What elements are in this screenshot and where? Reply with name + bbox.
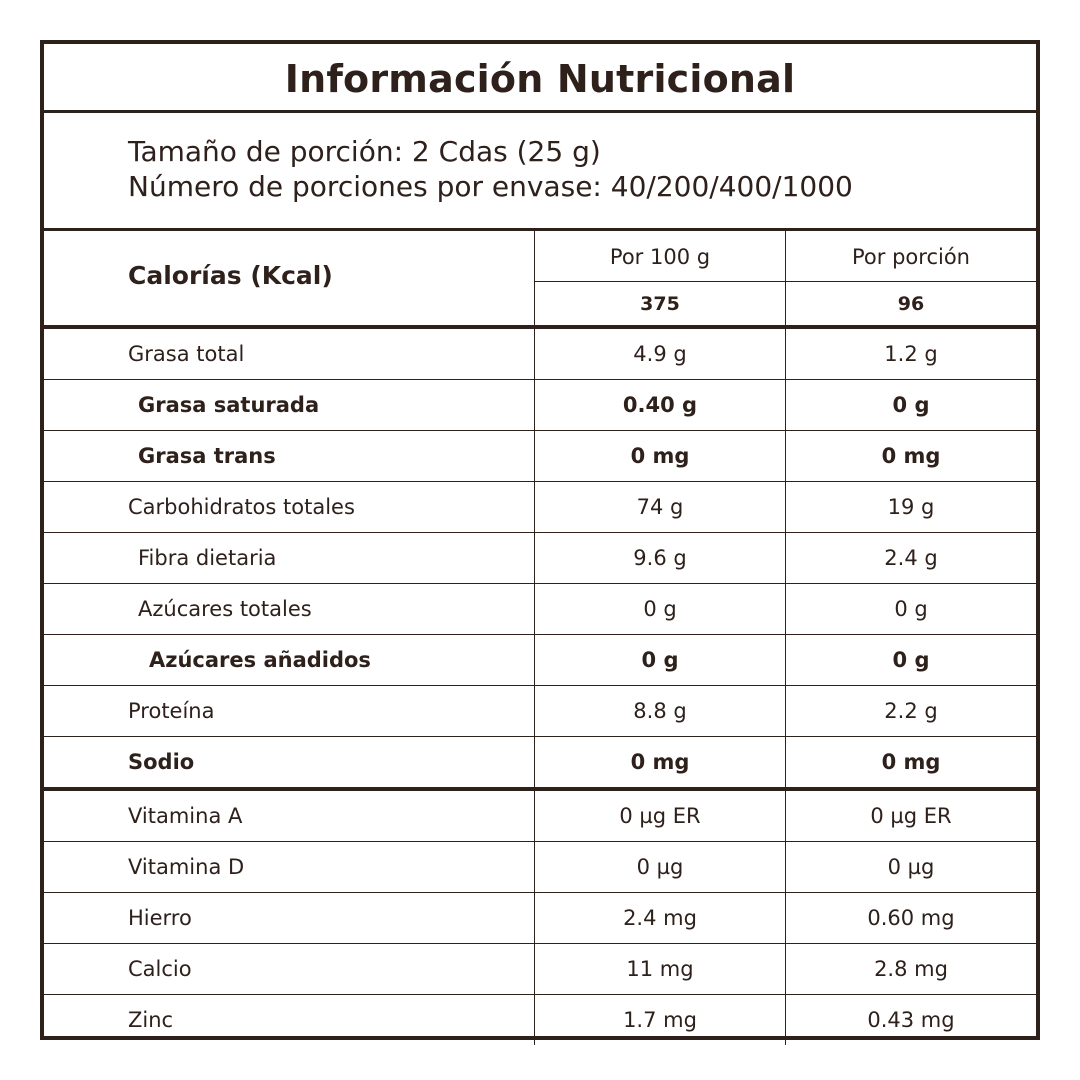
table-row [44, 893, 1036, 944]
servings-per-container: Número de porciones por envase: 40/200/400/1000 [128, 170, 853, 203]
nutrient-per-serving: 0 g [892, 648, 930, 672]
nutrient-per-serving: 0 g [892, 393, 930, 417]
calories-label: Calorías (Kcal) [128, 261, 333, 290]
panel-title: Información Nutricional [44, 44, 1036, 113]
nutrient-per-serving: 1.2 g [884, 342, 938, 366]
calories-per-serving: 96 [897, 293, 925, 315]
micronutrient-name: Vitamina A [128, 804, 243, 828]
nutrient-per-serving: 0 mg [881, 444, 941, 468]
nutrient-name: Carbohidratos totales [128, 495, 355, 519]
nutrient-per-serving: 0 g [894, 597, 928, 621]
micronutrient-name: Calcio [128, 957, 192, 981]
nutrient-name: Fibra dietaria [138, 546, 277, 570]
nutrient-per-100g: 0 mg [630, 750, 690, 774]
nutrient-name: Grasa total [128, 342, 245, 366]
micronutrient-per-serving: 0.43 mg [867, 1008, 955, 1032]
nutrient-name: Azúcares añadidos [149, 648, 371, 672]
nutrient-name: Azúcares totales [138, 597, 312, 621]
nutrient-name: Sodio [128, 750, 195, 774]
micronutrient-per-100g: 0 µg [636, 855, 684, 879]
serving-size: Tamaño de porción: 2 Cdas (25 g) [128, 135, 601, 168]
nutrient-name: Grasa trans [138, 444, 276, 468]
table-row [44, 482, 1036, 533]
nutrient-per-100g: 9.6 g [633, 546, 687, 570]
table-row [44, 380, 1036, 431]
table-row [44, 995, 1036, 1045]
micronutrient-per-serving: 0 µg ER [870, 804, 952, 828]
table-row [44, 329, 1036, 380]
micronutrient-name: Hierro [128, 906, 192, 930]
nutrient-name: Grasa saturada [138, 393, 320, 417]
table-row [44, 842, 1036, 893]
calories-per-100g: 375 [640, 293, 680, 315]
nutrient-per-100g: 74 g [636, 495, 684, 519]
table-row [44, 431, 1036, 482]
table-row [44, 791, 1036, 842]
nutrient-per-serving: 19 g [887, 495, 935, 519]
table-row [44, 584, 1036, 635]
nutrient-per-serving: 2.4 g [884, 546, 938, 570]
column-header-per-100g: Por 100 g [535, 231, 785, 282]
table-row [44, 635, 1036, 686]
table-row [44, 686, 1036, 737]
micronutrient-per-serving: 0 µg [887, 855, 935, 879]
micronutrient-per-100g: 11 mg [626, 957, 694, 981]
nutrient-per-100g: 4.9 g [633, 342, 687, 366]
micronutrient-per-100g: 2.4 mg [623, 906, 697, 930]
nutrient-per-100g: 0 g [643, 597, 677, 621]
nutrient-table [44, 329, 1036, 1045]
nutrient-per-serving: 0 mg [881, 750, 941, 774]
nutrient-per-100g: 0.40 g [622, 393, 698, 417]
table-row [44, 944, 1036, 995]
nutrient-per-100g: 8.8 g [633, 699, 687, 723]
nutrient-per-100g: 0 mg [630, 444, 690, 468]
nutrient-per-100g: 0 g [641, 648, 679, 672]
table-row [44, 737, 1036, 791]
micronutrient-per-100g: 0 µg ER [619, 804, 701, 828]
micronutrient-per-serving: 0.60 mg [867, 906, 955, 930]
calories-row [44, 231, 1036, 329]
micronutrient-name: Zinc [128, 1008, 174, 1032]
table-row [44, 533, 1036, 584]
nutrition-facts-panel [40, 40, 1040, 1040]
serving-info [44, 113, 1036, 231]
micronutrient-per-serving: 2.8 mg [874, 957, 948, 981]
column-header-per-serving: Por porción [786, 231, 1036, 282]
micronutrient-name: Vitamina D [128, 855, 245, 879]
nutrient-name: Proteína [128, 699, 215, 723]
nutrient-per-serving: 2.2 g [884, 699, 938, 723]
micronutrient-per-100g: 1.7 mg [623, 1008, 697, 1032]
